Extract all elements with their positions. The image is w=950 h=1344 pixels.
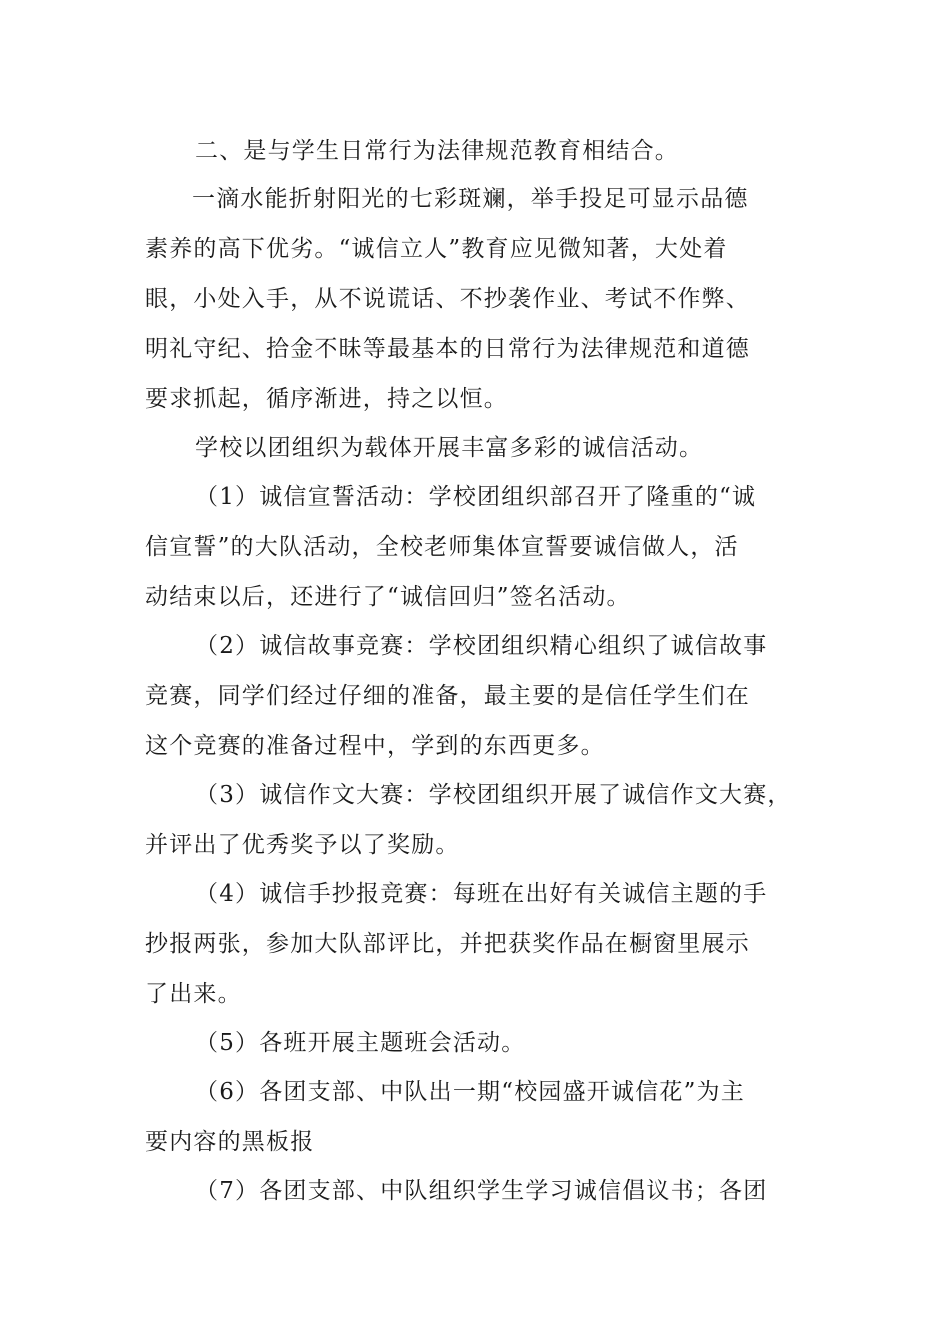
paragraph-line: （4）诚信手抄报竞赛：每班在出好有关诚信主题的手 [195,881,768,907]
paragraph-line: （2）诚信故事竞赛：学校团组织精心组织了诚信故事 [195,633,768,659]
paragraph-line: 明礼守纪、拾金不昧等最基本的日常行为法律规范和道德 [145,336,750,362]
paragraph-line: （7）各团支部、中队组织学生学习诚信倡议书；各团 [195,1178,768,1204]
paragraph-line: 要内容的黑板报 [145,1129,315,1155]
paragraph-line: 抄报两张，参加大队部评比，并把获奖作品在橱窗里展示 [145,931,750,957]
paragraph-line: 一滴水能折射阳光的七彩斑斓，举手投足可显示品德 [192,186,749,212]
paragraph-line: 了出来。 [145,981,242,1007]
paragraph-line: 动结束以后，还进行了“诚信回归”签名活动。 [145,584,631,610]
paragraph-line: 二、是与学生日常行为法律规范教育相结合。 [195,138,679,164]
paragraph-line: 这个竞赛的准备过程中，学到的东西更多。 [145,733,605,759]
paragraph-line: 信宣誓”的大队活动，全校老师集体宣誓要诚信做人，活 [145,534,739,560]
paragraph-line: 学校以团组织为载体开展丰富多彩的诚信活动。 [195,435,704,461]
paragraph-line: 并评出了优秀奖予以了奖励。 [145,832,460,858]
paragraph-line: （6）各团支部、中队出一期“校园盛开诚信花”为主 [195,1079,745,1105]
paragraph-line: （5）各班开展主题班会活动。 [195,1030,526,1056]
paragraph-line: 眼，小处入手，从不说谎话、不抄袭作业、考试不作弊、 [145,286,750,312]
paragraph-line: （1）诚信宣誓活动：学校团组织部召开了隆重的“诚 [195,484,757,510]
paragraph-line: 要求抓起，循序渐进，持之以恒。 [145,386,508,412]
paragraph-line: 素养的高下优劣。“诚信立人”教育应见微知著，大处着 [145,236,728,262]
paragraph-line: 竞赛，同学们经过仔细的准备，最主要的是信任学生们在 [145,683,750,709]
paragraph-line: （3）诚信作文大赛：学校团组织开展了诚信作文大赛， [195,782,792,808]
